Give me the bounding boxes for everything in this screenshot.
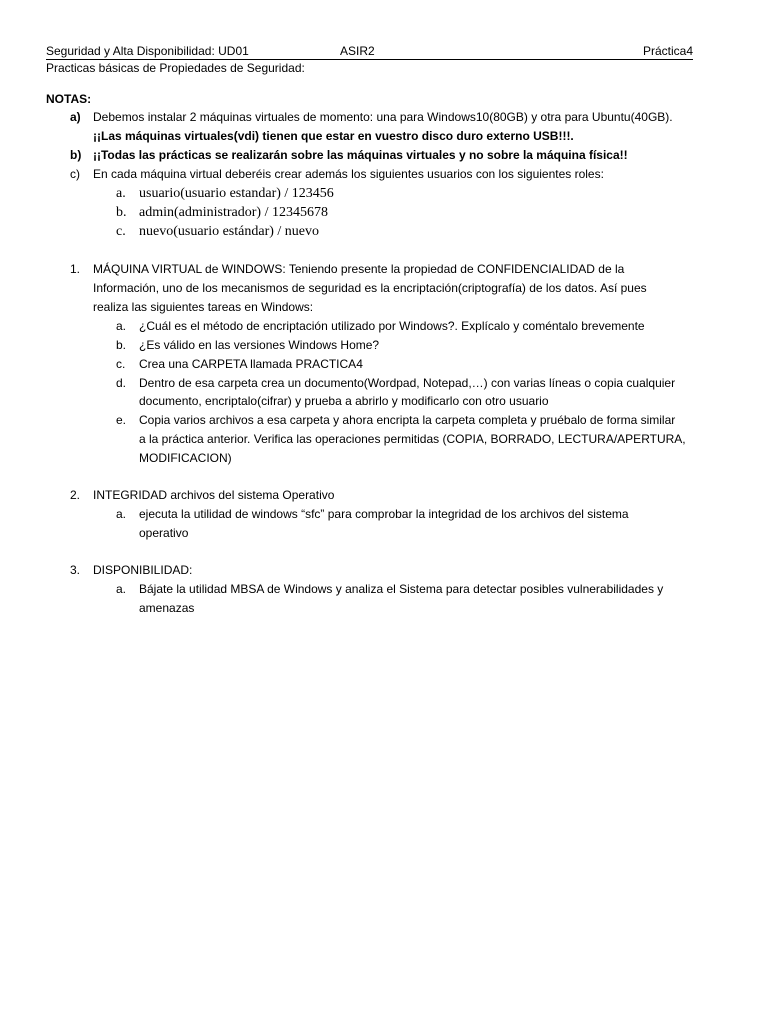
task-line: MODIFICACION) [139,451,232,465]
user-marker: a. [116,186,126,201]
user-entry: usuario(usuario estandar) / 123456 [139,186,334,201]
note-b-line-1: ¡¡Todas las prácticas se realizarán sobre las máquinas virtuales y no sobre la máquina física!! [93,148,628,162]
task-marker: c. [116,357,126,371]
task-line: Copia varios archivos a esa carpeta y ahora encripta la carpeta completa y pruébalo de forma similar [139,413,676,427]
section-3-marker: 3. [70,563,81,577]
note-c-marker: c) [70,167,80,181]
notas-heading: NOTAS: [46,92,92,106]
note-a-line-1: Debemos instalar 2 máquinas virtuales de momento: una para Windows10(80GB) y otra para Ubuntu(40GB). [93,110,673,124]
task-line: ¿Es válido en las versiones Windows Home? [139,338,380,352]
note-c-line-1: En cada máquina virtual deberéis crear además los siguientes usuarios con los siguientes roles: [93,167,604,181]
section-1-line: Información, uno de los mecanismos de seguridad es la encriptación(criptografía) de los datos. Así pues [93,281,647,295]
user-marker: b. [116,205,127,220]
section-2-marker: 2. [70,488,81,502]
task-line: a la práctica anterior. Verifica las operaciones permitidas (COPIA, BORRADO, LECTURA/APERTURA, [139,432,686,446]
page-header [46,44,693,60]
task-line: documento, encriptalo(cifrar) y prueba a abrirlo y modificarlo con otro usuario [139,394,549,408]
header-course: Seguridad y Alta Disponibilidad: UD01 [46,44,249,58]
task-line: Bájate la utilidad MBSA de Windows y analiza el Sistema para detectar posibles vulnerabilidades y [139,582,664,596]
task-line: Dentro de esa carpeta crea un documento(Wordpad, Notepad,…) con varias líneas o copia cualquier [139,376,676,390]
section-1-line: MÁQUINA VIRTUAL de WINDOWS: Teniendo presente la propiedad de CONFIDENCIALIDAD de la [93,262,625,276]
task-line: amenazas [139,601,195,615]
note-a-marker: a) [70,110,81,124]
user-marker: c. [116,224,126,239]
header-practice: Práctica4 [642,44,693,58]
task-marker: e. [116,413,127,427]
task-line: Crea una CARPETA llamada PRACTICA4 [139,357,363,371]
task-line: ¿Cuál es el método de encriptación utilizado por Windows?. Explícalo y coméntalo brevemente [139,319,645,333]
task-marker: a. [116,507,127,521]
task-line: ejecuta la utilidad de windows “sfc” para comprobar la integridad de los archivos del sistema [139,507,629,521]
task-marker: b. [116,338,127,352]
task-marker: a. [116,582,127,596]
section-2-line: INTEGRIDAD archivos del sistema Operativo [93,488,335,502]
task-marker: a. [116,319,127,333]
note-b-marker: b) [70,148,82,162]
user-entry: nuevo(usuario estándar) / nuevo [139,224,319,239]
user-entry: admin(administrador) / 12345678 [139,205,328,220]
section-1-line: realiza las siguientes tareas en Windows: [93,300,314,314]
section-3-line: DISPONIBILIDAD: [93,563,193,577]
task-marker: d. [116,376,127,390]
header-group: ASIR2 [340,44,375,58]
document-subtitle: Practicas básicas de Propiedades de Seguridad: [46,61,305,75]
task-line: operativo [139,526,189,540]
section-1-marker: 1. [70,262,81,276]
note-a-line-2: ¡¡Las máquinas virtuales(vdi) tienen que estar en vuestro disco duro externo USB!!!. [93,129,574,143]
